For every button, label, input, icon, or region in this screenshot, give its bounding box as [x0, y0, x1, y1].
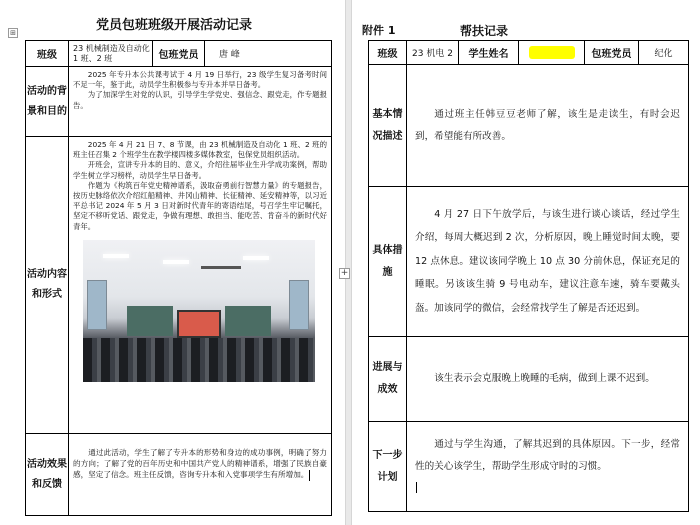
- background-purpose-content[interactable]: [69, 67, 332, 137]
- blackboard: [225, 306, 271, 336]
- basic-situation-text: 通过班主任韩豆豆老师了解，该生是走读生，有时会迟到，希望能有所改善。: [415, 108, 680, 142]
- right-page-title: 帮扶记录: [460, 24, 509, 38]
- attachment-label: 附件 1: [362, 24, 396, 37]
- effect-paragraph: 通过此活动，学生了解了专升本的形势和身边的成功事例，明确了努力的方向；了解了党的百年历史和中国共产党人的精神谱系，增强了民族自豪感，坚定了信念。班主任反馈，咨询专升本和入党事项学生有所增加。: [73, 448, 327, 479]
- student-name-label: 学生姓名: [459, 41, 519, 65]
- next-step-plan-label: 下一步计划: [369, 422, 407, 512]
- class-label: 班级: [26, 41, 69, 67]
- redacted-name-highlight: [529, 46, 575, 59]
- page-gutter: [345, 0, 352, 525]
- help-record-table: [368, 40, 689, 512]
- left-page: [0, 0, 349, 525]
- classroom-activity-photo[interactable]: [83, 240, 315, 382]
- effect-feedback-label: 活动效果和反馈: [26, 434, 69, 516]
- party-member-label: 包班党员: [585, 41, 639, 65]
- classroom-window: [87, 280, 107, 330]
- background-paragraph-2: 为了加深学生对党的认识，引导学生学党史、强信念、跟党走，作专题报告。: [73, 90, 327, 110]
- class-label: 班级: [369, 41, 407, 65]
- activity-content-label: 活动内容和形式: [26, 137, 69, 434]
- projection-screen: [177, 310, 221, 338]
- effect-feedback-content[interactable]: [69, 434, 332, 516]
- next-step-plan-text: 通过与学生沟通，了解其迟到的具体原因。下一步，经常性的关心该学生，帮助学生形成守时的习惯。: [415, 438, 680, 472]
- specific-measures-label: 具体措施: [369, 187, 407, 337]
- content-paragraph-3: 作题为《构筑百年党史精神谱系，汲取奋勇前行智慧力量》的专题报告，按历史脉络依次介绍红船精神、井冈山精神、长征精神、延安精神等，以习近平总书记 2024 年 5 月 3 日对新时代青年的寄语结尾，号召学生牢记嘱托，坚定不移听党话、跟党走，争做有理想、敢担当、能吃苦、肯奋斗的新时代好青年。: [73, 180, 327, 231]
- class-value[interactable]: 23 机电 2: [407, 41, 459, 65]
- add-column-plus-icon[interactable]: +: [340, 268, 349, 278]
- classroom-window: [289, 280, 309, 330]
- party-member-label: 包班党员: [153, 41, 205, 67]
- table-move-handle-icon[interactable]: ⊞: [8, 28, 18, 38]
- ceiling-fan: [201, 266, 241, 269]
- ceiling-light: [103, 254, 129, 258]
- progress-results-content[interactable]: [407, 337, 689, 422]
- text-cursor: [416, 482, 417, 493]
- student-name-value[interactable]: [519, 41, 585, 65]
- content-paragraph-2: 开班会，宣讲专升本的目的、意义，介绍往届毕业生升学成功案例，帮助学生树立学习榜样，动员学生早日备考。: [73, 160, 327, 180]
- activity-content-cell[interactable]: [69, 137, 332, 434]
- background-paragraph-1: 2025 年专升本公共课考试于 4 月 19 日举行，23 级学生复习备考时间不足一年，鉴于此，动员学生积极参与专升本并早日备考。: [73, 70, 327, 90]
- students-audience: [83, 338, 315, 382]
- ceiling-light: [163, 260, 189, 264]
- basic-situation-content[interactable]: [407, 65, 689, 187]
- progress-results-label: 进展与成效: [369, 337, 407, 422]
- background-purpose-label: 活动的背景和目的: [26, 67, 69, 137]
- next-step-plan-content[interactable]: [407, 422, 689, 512]
- party-member-value[interactable]: 纪化: [639, 41, 689, 65]
- specific-measures-content[interactable]: [407, 187, 689, 337]
- content-paragraph-1: 2025 年 4 月 21 日 7、8 节课，由 23 机械制造及自动化 1 班、2 班的班主任召集 2 个班学生在教学楼四楼多媒体教室，包保党员组织活动。: [73, 140, 327, 160]
- left-page-title: 党员包班班级开展活动记录: [96, 18, 253, 33]
- basic-situation-label: 基本情况描述: [369, 65, 407, 187]
- class-value[interactable]: 23 机械制造及自动化 1 班、2 班: [69, 41, 153, 67]
- text-cursor: [309, 470, 310, 481]
- party-member-value[interactable]: 唐 峰: [205, 41, 332, 67]
- activity-record-table: [25, 40, 332, 516]
- right-page: [352, 0, 700, 525]
- specific-measures-text: 4 月 27 日下午放学后，与该生进行谈心谈话，经过学生介绍，每周大概迟到 2 次，分析原因，晚上睡觉时间太晚，要 12 点休息。建议该同学晚上 10 点 30 分前休息，保证充足的睡眠。另该该生骑 9 号电动车，建议注意车速，骑车要戴头盔。加该同学的微信，会经常找学生了解是否还迟到。: [415, 208, 680, 314]
- blackboard: [127, 306, 173, 336]
- progress-results-text: 该生表示会克服晚上晚睡的毛病，做到上课不迟到。: [434, 373, 655, 384]
- ceiling-light: [243, 256, 269, 260]
